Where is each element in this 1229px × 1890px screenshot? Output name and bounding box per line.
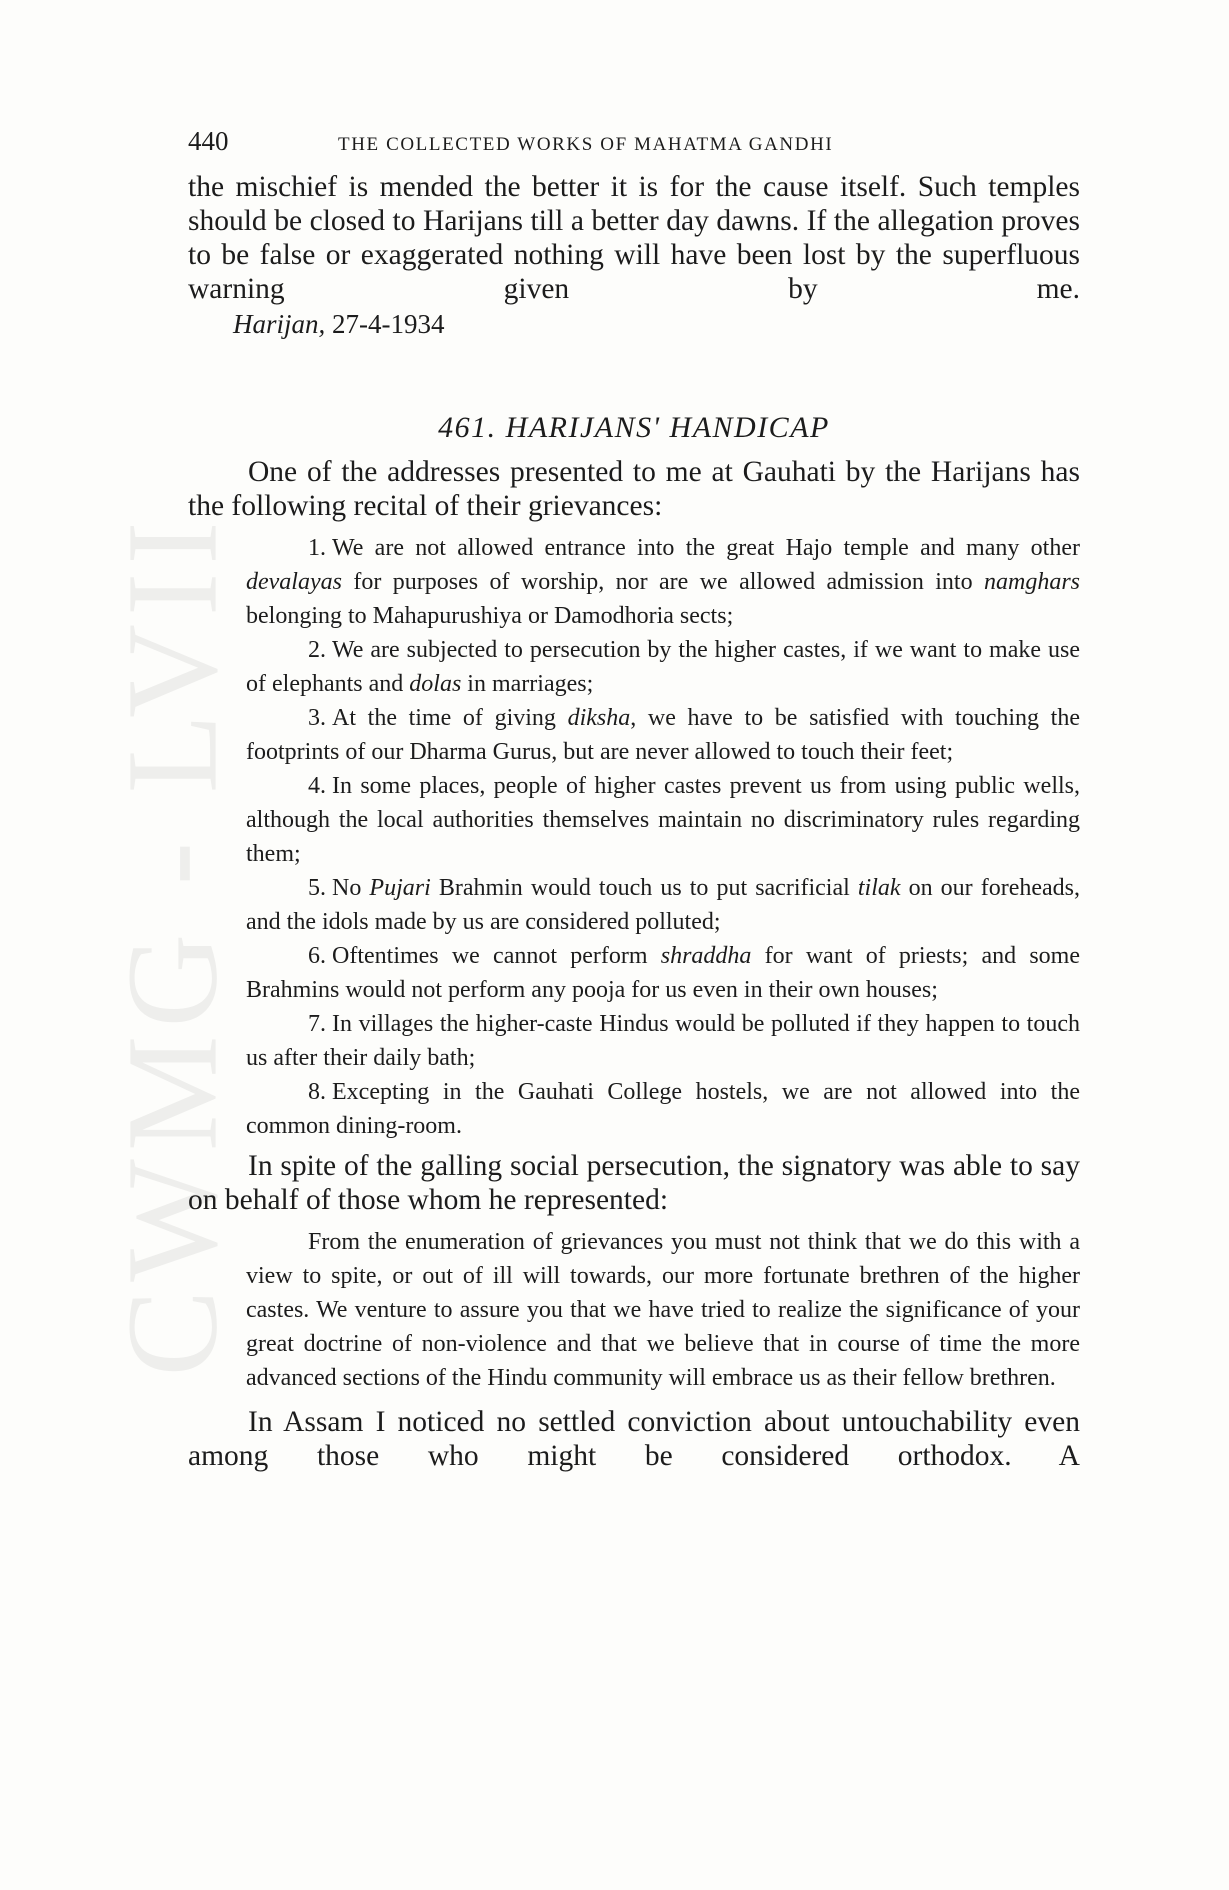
article-title	[188, 411, 1080, 445]
source-publication: Harijan,	[233, 309, 326, 339]
block-quote: From the enumeration of grievances you must not think that we do this with a view to spite, or out of ill will towards, our more fortunate brethren of the higher castes. We venture to assure you that we have tried to realize the significance of your great doctrine of non-violence and that we believe that in course of time the more advanced sections of the Hindu community will embrace us as their fellow brethren.	[246, 1229, 1080, 1391]
page-number: 440	[188, 126, 229, 156]
list-item: 4. In some places, people of higher castes prevent us from using public wells, although the local authorities themselves maintain no discriminatory rules regarding them;	[246, 773, 1080, 867]
paragraph: In spite of the galling social persecution, the signatory was able to say on behalf of those whom he represented:	[188, 1150, 1080, 1216]
intro-paragraph: One of the addresses presented to me at Gauhati by the Harijans has the following recital of their grievances:	[188, 456, 1080, 522]
article-title-text: HARIJANS' HANDICAP	[505, 411, 830, 444]
source-citation	[233, 307, 1080, 341]
list-item: 5. No Pujari Brahmin would touch us to put sacrificial tilak on our foreheads, and the idols made by us are considered polluted;	[246, 875, 1081, 935]
list-item: 8. Excepting in the Gauhati College hostels, we are not allowed into the common dining-room.	[246, 1079, 1080, 1139]
list-item: 6. Oftentimes we cannot perform shraddha for want of priests; and some Brahmins would not perform any pooja for us even in their own houses;	[246, 943, 1080, 1003]
list-item: 2. We are subjected to persecution by the higher castes, if we want to make use of elephants and dolas in marriages;	[246, 637, 1080, 697]
list-item: 1. We are not allowed entrance into the great Hajo temple and many other devalayas for purposes of worship, nor are we allowed admission into namghars belonging to Mahapurushiya or Damodhoria sects;	[246, 535, 1080, 629]
grievance-list	[246, 531, 1080, 1143]
page	[188, 126, 1080, 1473]
source-date: 27-4-1934	[332, 309, 445, 339]
paragraph: In Assam I noticed no settled conviction about untouchability even among those who might be considered orthodox. A	[188, 1406, 1080, 1472]
list-item: 7. In villages the higher-caste Hindus would be polluted if they happen to touch us after their daily bath;	[246, 1011, 1080, 1071]
continuation-paragraph: the mischief is mended the better it is for the cause itself. Such temples should be closed to Harijans till a better day dawns. If the allegation proves to be false or exaggerated nothing will have been lost by the superfluous warning given by me.	[188, 171, 1080, 305]
page-header	[188, 126, 1080, 170]
watermark: CWMG - LVII	[101, 513, 245, 1377]
running-title: THE COLLECTED WORKS OF MAHATMA GANDHI	[338, 134, 834, 155]
list-item: 3. At the time of giving diksha, we have to be satisfied with touching the footprints of our Dharma Gurus, but are never allowed to touch their feet;	[246, 705, 1080, 765]
article-number: 461.	[438, 411, 497, 444]
